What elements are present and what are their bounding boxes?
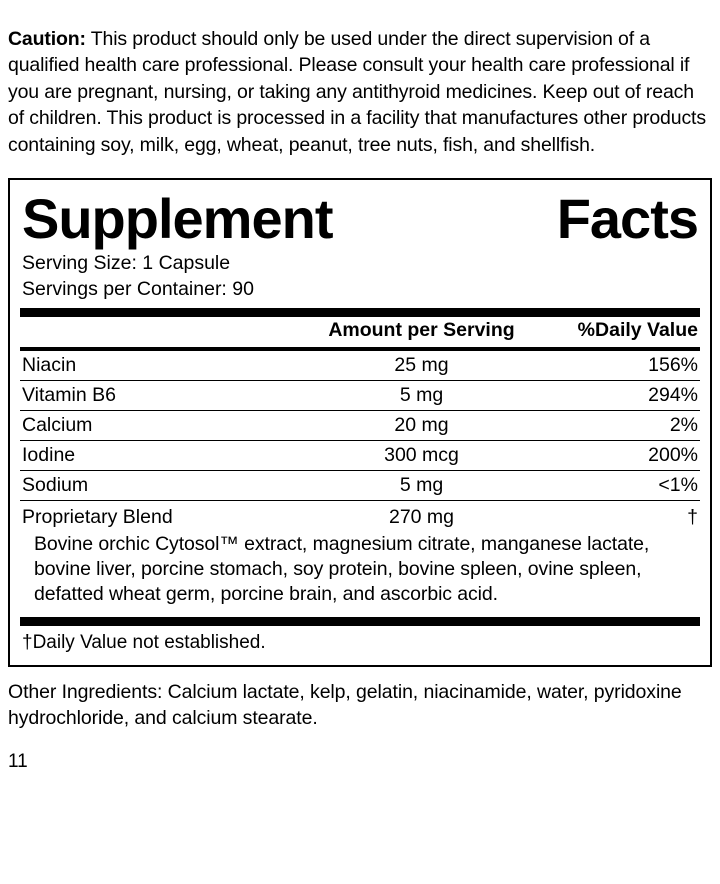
- servings-per-container: Servings per Container: 90: [22, 277, 254, 300]
- nutrient-name: Iodine: [20, 440, 312, 470]
- header-amount-per-serving: Amount per Serving: [328, 318, 515, 341]
- table-row: [20, 351, 700, 381]
- label-page: [0, 20, 720, 884]
- serving-size: Serving Size: 1 Capsule: [22, 251, 231, 274]
- nutrient-name: Calcium: [20, 410, 312, 440]
- nutrient-amount: 5 mg: [312, 380, 531, 410]
- nutrient-amount: 300 mcg: [312, 440, 531, 470]
- table-row: [20, 380, 700, 410]
- nutrient-dv: 156%: [648, 353, 698, 376]
- table-row: [20, 470, 700, 500]
- header-daily-value: %Daily Value: [577, 318, 698, 341]
- caution-paragraph: [8, 20, 712, 159]
- nutrition-table: [20, 317, 700, 347]
- nutrient-dv: 294%: [531, 380, 700, 410]
- nutrient-amount: 5 mg: [312, 470, 531, 500]
- table-row: [20, 410, 700, 440]
- nutrient-name: Niacin: [22, 353, 77, 376]
- other-ingredients: Other Ingredients: Calcium lactate, kelp, gelatin, niacinamide, water, pyridoxine hydrochloride, and calcium stearate.: [8, 680, 682, 729]
- nutrient-dv: 2%: [531, 410, 700, 440]
- rule-thick-bottom: [20, 617, 700, 626]
- rule-thick-top: [20, 308, 700, 317]
- table-header-row: [20, 317, 700, 347]
- nutrient-rows-table: [20, 351, 700, 532]
- supplement-facts-title: [20, 188, 700, 250]
- daily-value-footnote: †Daily Value not established.: [22, 631, 266, 653]
- caution-label: Caution:: [8, 27, 86, 50]
- nutrient-amount: 20 mg: [312, 410, 531, 440]
- nutrient-name: Sodium: [20, 470, 312, 500]
- table-row: [20, 440, 700, 470]
- nutrient-dv: 200%: [531, 440, 700, 470]
- blend-description: Bovine orchic Cytosol™ extract, magnesium citrate, manganese lactate, bovine liver, porcine stomach, soy protein, bovine spleen, ovine spleen, defatted wheat germ, porcine brain, and ascorbic acid.: [34, 532, 650, 605]
- nutrient-name: Vitamin B6: [20, 380, 312, 410]
- blend-amount: 270 mg: [312, 500, 531, 532]
- table-row-proprietary-blend: [20, 500, 700, 532]
- nutrient-dv: <1%: [531, 470, 700, 500]
- blend-dv: †: [531, 500, 700, 532]
- supplement-facts-title-right: Facts: [556, 186, 698, 250]
- nutrient-amount: 25 mg: [394, 353, 449, 376]
- header-nutrient: [20, 317, 312, 347]
- supplement-facts-title-left: Supplement: [22, 186, 333, 250]
- blend-name: Proprietary Blend: [20, 500, 312, 532]
- caution-text: This product should only be used under the direct supervision of a qualified health care professional. Please consult your health care professional if you are pregnant, nursing, or taking any antithyroid medicines. Keep out of reach of children. This product is processed in a facility that manufactures other products containing soy, milk, egg, wheat, peanut, tree nuts, fish, and shellfish.: [8, 27, 706, 156]
- page-number: 11: [8, 750, 28, 772]
- supplement-facts-panel: [8, 178, 712, 667]
